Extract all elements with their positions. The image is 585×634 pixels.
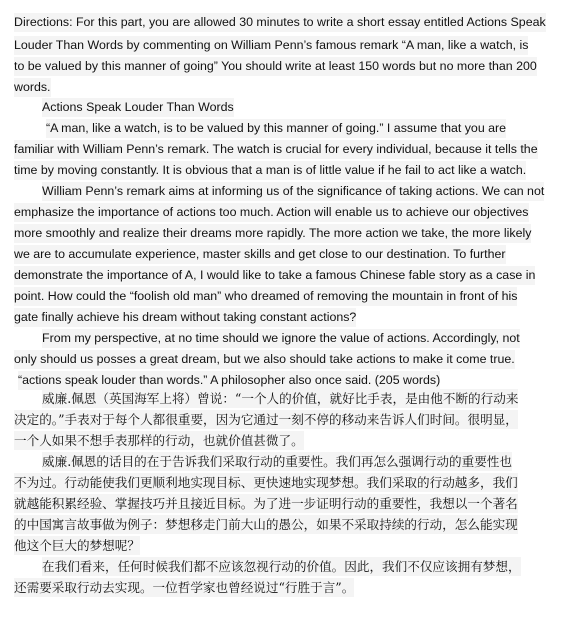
translation-line: 决定的。”手表对于每个人都很重要，因为它通过一刻不停的移动来告诉人们时间。很明显， xyxy=(14,412,518,427)
essay-paragraph-line: William Penn’s remark aims at informing us of the significance of taking actions. We can not xyxy=(42,182,544,201)
essay-paragraph-line: point. How could the “foolish old man” who dreamed of removing the mountain in front of his xyxy=(14,287,517,306)
essay-paragraph-line: more smoothly and realize their dreams more rapidly. The more action we take, the more likely xyxy=(14,224,531,243)
directions-line: Louder Than Words by commenting on William Penn’s famous remark “A man, like a watch, is xyxy=(14,36,528,55)
essay-paragraph-line: time by moving constantly. It is obvious that a man is of little value if he fail to act like a watch. xyxy=(14,161,526,180)
essay-paragraph-line: only should us posses a great dream, but we also should take actions to make it come true. xyxy=(14,350,515,369)
essay-paragraph-line: familiar with William Penn’s remark. The watch is crucial for every individual, because it tells the xyxy=(14,140,538,159)
translation-line: 威廉.佩恩（英国海军上将）曾说：“一个人的价值，就好比手表，是由他不断的行动来 xyxy=(42,391,519,406)
translation-line: 一个人如果不想手表那样的行动，也就价值甚微了。 xyxy=(14,433,304,448)
translation-line: 还需要采取行动去实现。一位哲学家也曾经说过“行胜于言”。 xyxy=(14,580,355,595)
essay-paragraph-line: demonstrate the importance of A, I would like to take a famous Chinese fable story as a case in xyxy=(14,266,535,285)
translation-line: 他这个巨大的梦想呢？ xyxy=(14,538,140,553)
translation-line: 的中国寓言故事做为例子：梦想移走门前大山的愚公，如果不采取持续的行动，怎么能实现 xyxy=(14,517,518,532)
translation-line: 就越能积累经验、掌握技巧并且接近目标。为了进一步证明行动的重要性，我想以一个著名 xyxy=(14,496,518,511)
translation-line: 不为过。行动能使我们更顺利地实现目标、更快速地实现梦想。我们采取的行动越多，我们 xyxy=(14,475,518,490)
essay-paragraph-line: “A man, like a watch, is to be valued by this manner of going.” I assume that you are xyxy=(46,119,506,138)
directions-line: Directions: For this part, you are allowed 30 minutes to write a short essay entitled Actions Speak xyxy=(14,13,546,32)
essay-paragraph-line: we are to accumulate experience, master skills and get close to our destination. To further xyxy=(14,245,506,264)
translation-line: 在我们看来，任何时候我们都不应该忽视行动的价值。因此，我们不仅应该拥有梦想， xyxy=(42,559,521,574)
directions-line: words. xyxy=(14,78,51,97)
translation-line: 威廉.佩恩的话目的在于告诉我们采取行动的重要性。我们再怎么强调行动的重要性也 xyxy=(42,454,512,469)
essay-title: Actions Speak Louder Than Words xyxy=(42,98,234,117)
essay-paragraph-line: From my perspective, at no time should we ignore the value of actions. Accordingly, not xyxy=(42,329,520,348)
essay-paragraph-line: emphasize the importance of actions too much. Action will enable us to achieve our objectives xyxy=(14,203,529,222)
directions-line: to be valued by this manner of going” You should write at least 150 words but no more than 200 xyxy=(14,57,537,76)
essay-paragraph-line: gate finally achieve his dream without taking constant actions? xyxy=(14,308,356,327)
essay-paragraph-line: “actions speak louder than words.” A philosopher also once said. (205 words) xyxy=(18,371,440,390)
